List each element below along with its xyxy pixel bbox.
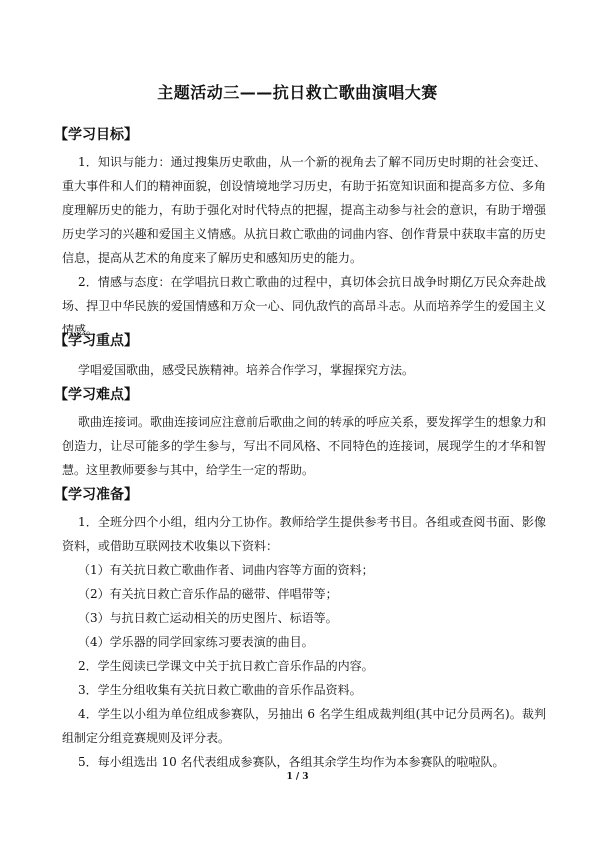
key-points-paragraph: 学唱爱国歌曲，感受民族精神。培养合作学习，掌握探究方法。 bbox=[78, 363, 415, 377]
preparation-paragraph-4: 4．学生以小组为单位组成参赛队，另抽出 6 名学生组成裁判组(其中记分员两名)。裁判组制定分组竞赛规则及评分表。 bbox=[62, 707, 546, 745]
preparation-subitem-4: （4）学乐器的同学回家练习要表演的曲目。 bbox=[78, 635, 314, 649]
goals-paragraph-2: 2．情感与态度：在学唱抗日救亡歌曲的过程中，真切体会抗日战争时期亿万民众奔赴战场、捍卫中华民族的爱国情感和万众一心、同仇敌忾的高昂斗志。从而培养学生的爱国主义情感。 bbox=[62, 275, 546, 337]
preparation-subitem-1: （1）有关抗日救亡歌曲作者、词曲内容等方面的资料； bbox=[78, 563, 374, 577]
preparation-subitem-3: （3）与抗日救亡运动相关的历史图片、标语等。 bbox=[78, 611, 338, 625]
section-heading-goals: 【学习目标】 bbox=[54, 127, 138, 143]
goals-paragraph-1: 1．知识与能力：通过搜集历史歌曲，从一个新的视角去了解不同历史时期的社会变迁、重大事件和人们的精神面貌，创设情境地学习历史，有助于拓宽知识面和提高多方位、多角度理解历史的能力，有助于强化对时代特点的把握，提高主动参与社会的意识，有助于增强历史学习的兴趣和爱国主义情感。从抗日救亡歌曲的词曲内容、创作背景中获取丰富的历史信息，提高从艺术的角度来了解历史和感知历史的能力。 bbox=[62, 155, 546, 265]
difficulties-paragraph: 歌曲连接词。歌曲连接词应注意前后歌曲之间的转承的呼应关系，要发挥学生的想象力和创造力，让尽可能多的学生参与，写出不同风格、不同特色的连接词，展现学生的才华和智慧。这里教师要参与其中，给学生一定的帮助。 bbox=[62, 415, 547, 477]
preparation-paragraph-2: 2．学生阅读已学课文中关于抗日救亡音乐作品的内容。 bbox=[78, 659, 374, 673]
preparation-paragraph-3: 3．学生分组收集有关抗日救亡歌曲的音乐作品资料。 bbox=[78, 683, 362, 697]
page-title: 主题活动三——抗日救亡歌曲演唱大赛 bbox=[157, 83, 438, 102]
preparation-subitem-2: （2）有关抗日救亡音乐作品的磁带、伴唱带等； bbox=[78, 587, 338, 601]
section-heading-preparation: 【学习准备】 bbox=[54, 487, 138, 503]
preparation-paragraph-1: 1．全班分四个小组，组内分工协作。教师给学生提供参考书目。各组或查阅书面、影像资料，或借助互联网技术收集以下资料： bbox=[62, 515, 546, 553]
page-number: 1 / 3 bbox=[286, 772, 309, 782]
section-heading-key-points: 【学习重点】 bbox=[54, 333, 138, 349]
section-heading-difficulties: 【学习难点】 bbox=[54, 387, 138, 403]
preparation-paragraph-5: 5．每小组选出 10 名代表组成参赛队，各组其余学生均作为本参赛队的啦啦队。 bbox=[78, 755, 505, 769]
